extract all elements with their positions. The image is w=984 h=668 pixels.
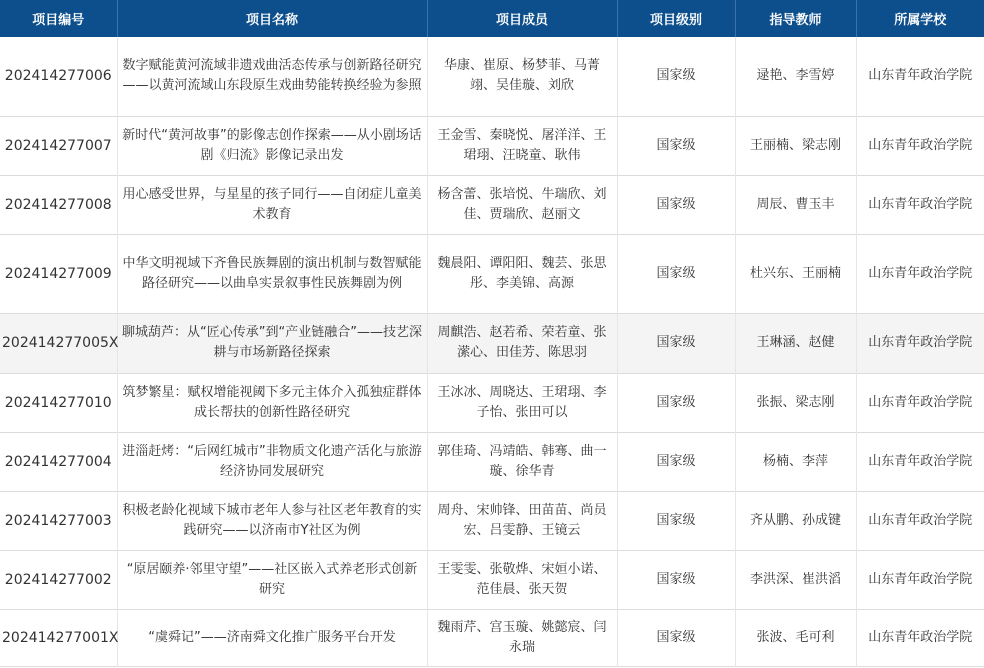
cell-project-members: 华康、崔原、杨梦菲、马菁翊、吴佳璇、刘欣 — [427, 37, 617, 116]
cell-project-name: 数字赋能黄河流域非遗戏曲活态传承与创新路径研究——以黄河流域山东段原生戏曲势能转换经验为参照 — [117, 37, 427, 116]
table-row — [0, 491, 984, 550]
table-row — [0, 432, 984, 491]
cell-project-id: 202414277002 — [0, 550, 117, 609]
cell-project-name: “虞舜记”——济南舜文化推广服务平台开发 — [117, 609, 427, 666]
cell-advisor: 杜兴东、王丽楠 — [735, 234, 856, 313]
table-row — [0, 373, 984, 432]
table-row — [0, 609, 984, 666]
header-project-members: 项目成员 — [427, 0, 617, 37]
cell-project-members: 王金雪、秦晓悦、屠洋洋、王珺珝、汪晓童、耿伟 — [427, 116, 617, 175]
cell-project-id: 202414277005X — [0, 313, 117, 373]
cell-project-id: 202414277004 — [0, 432, 117, 491]
cell-project-members: 周舟、宋帅锋、田苗苗、尚员宏、吕雯静、王镜云 — [427, 491, 617, 550]
cell-school: 山东青年政治学院 — [868, 68, 973, 84]
cell-school: 山东青年政治学院 — [868, 629, 973, 645]
table-row — [0, 313, 984, 373]
cell-project-name: “原居颐养·邻里守望”——社区嵌入式养老形式创新研究 — [117, 550, 427, 609]
cell-school: 山东青年政治学院 — [868, 512, 973, 528]
cell-project-level: 国家级 — [617, 175, 735, 234]
cell-project-level: 国家级 — [617, 116, 735, 175]
cell-project-id: 202414277009 — [0, 234, 117, 313]
cell-project-members: 郭佳琦、冯靖皓、韩骞、曲一璇、徐华青 — [427, 432, 617, 491]
table-row — [0, 37, 984, 116]
cell-project-name: 筑梦繁星：赋权增能视阈下多元主体介入孤独症群体成长帮扶的创新性路径研究 — [117, 373, 427, 432]
cell-project-level: 国家级 — [617, 491, 735, 550]
header-project-level: 项目级别 — [617, 0, 735, 37]
table-body — [0, 37, 984, 666]
header-advisor: 指导教师 — [735, 0, 856, 37]
header-row — [0, 0, 984, 37]
cell-advisor: 王丽楠、梁志刚 — [735, 116, 856, 175]
header-school: 所属学校 — [894, 13, 947, 28]
cell-project-level: 国家级 — [617, 550, 735, 609]
cell-advisor: 王琳涵、赵健 — [735, 313, 856, 373]
table-row — [0, 550, 984, 609]
cell-project-id: 202414277008 — [0, 175, 117, 234]
cell-advisor: 张波、毛可利 — [735, 609, 856, 666]
cell-advisor: 逯艳、李雪婷 — [735, 37, 856, 116]
header-project-id: 项目编号 — [0, 0, 117, 37]
cell-project-id: 202414277010 — [0, 373, 117, 432]
cell-advisor: 李洪深、崔洪滔 — [735, 550, 856, 609]
cell-school: 山东青年政治学院 — [868, 571, 973, 587]
cell-advisor: 齐从鹏、孙成键 — [735, 491, 856, 550]
cell-project-level: 国家级 — [617, 37, 735, 116]
cell-school: 山东青年政治学院 — [868, 335, 973, 350]
cell-project-name: 聊城葫芦：从“匠心传承”到“产业链融合”——技艺深耕与市场新路径探索 — [117, 313, 427, 373]
cell-project-id: 202414277007 — [0, 116, 117, 175]
cell-project-members: 杨含蕾、张培悦、牛瑞欣、刘佳、贾瑞欣、赵丽文 — [427, 175, 617, 234]
cell-project-level: 国家级 — [617, 432, 735, 491]
cell-project-level: 国家级 — [617, 373, 735, 432]
cell-advisor: 张振、梁志刚 — [735, 373, 856, 432]
cell-project-name: 中华文明视域下齐鲁民族舞剧的演出机制与数智赋能路径研究——以曲阜实景叙事性民族舞剧为例 — [117, 234, 427, 313]
cell-school: 山东青年政治学院 — [868, 265, 973, 281]
cell-project-id: 202414277006 — [0, 37, 117, 116]
cell-advisor: 周辰、曹玉丰 — [735, 175, 856, 234]
cell-project-name: 用心感受世界，与星星的孩子同行——自闭症儿童美术教育 — [117, 175, 427, 234]
cell-school: 山东青年政治学院 — [868, 196, 973, 212]
cell-project-name: 新时代“黄河故事”的影像志创作探索——从小剧场话剧《归流》影像记录出发 — [117, 116, 427, 175]
table-row — [0, 234, 984, 313]
cell-project-members: 魏晨阳、谭阳阳、魏芸、张思彤、李美锦、高源 — [427, 234, 617, 313]
cell-project-level: 国家级 — [617, 609, 735, 666]
cell-school: 山东青年政治学院 — [868, 137, 973, 153]
cell-project-id: 202414277001X — [0, 609, 117, 666]
cell-project-name: 积极老龄化视域下城市老年人参与社区老年教育的实践研究——以济南市Y社区为例 — [117, 491, 427, 550]
cell-project-id: 202414277003 — [0, 491, 117, 550]
table-row — [0, 175, 984, 234]
cell-project-members: 周麒浩、赵若希、荣若童、张潆心、田佳芳、陈思羽 — [427, 313, 617, 373]
cell-school: 山东青年政治学院 — [868, 394, 973, 410]
header-project-name: 项目名称 — [117, 0, 427, 37]
cell-project-members: 王冰冰、周晓达、王珺珝、李子怡、张田可以 — [427, 373, 617, 432]
cell-school: 山东青年政治学院 — [868, 453, 973, 469]
cell-project-members: 魏雨芹、宫玉璇、姚懿宸、闫永瑞 — [427, 609, 617, 666]
cell-project-level: 国家级 — [617, 234, 735, 313]
table-header — [0, 0, 984, 37]
table-row — [0, 116, 984, 175]
cell-project-level: 国家级 — [617, 313, 735, 373]
cell-project-members: 王雯雯、张敬烨、宋姮小诺、范佳晨、张天贺 — [427, 550, 617, 609]
cell-project-name: 进淄赶烤：“后网红城市”非物质文化遗产活化与旅游经济协同发展研究 — [117, 432, 427, 491]
cell-advisor: 杨楠、李萍 — [735, 432, 856, 491]
